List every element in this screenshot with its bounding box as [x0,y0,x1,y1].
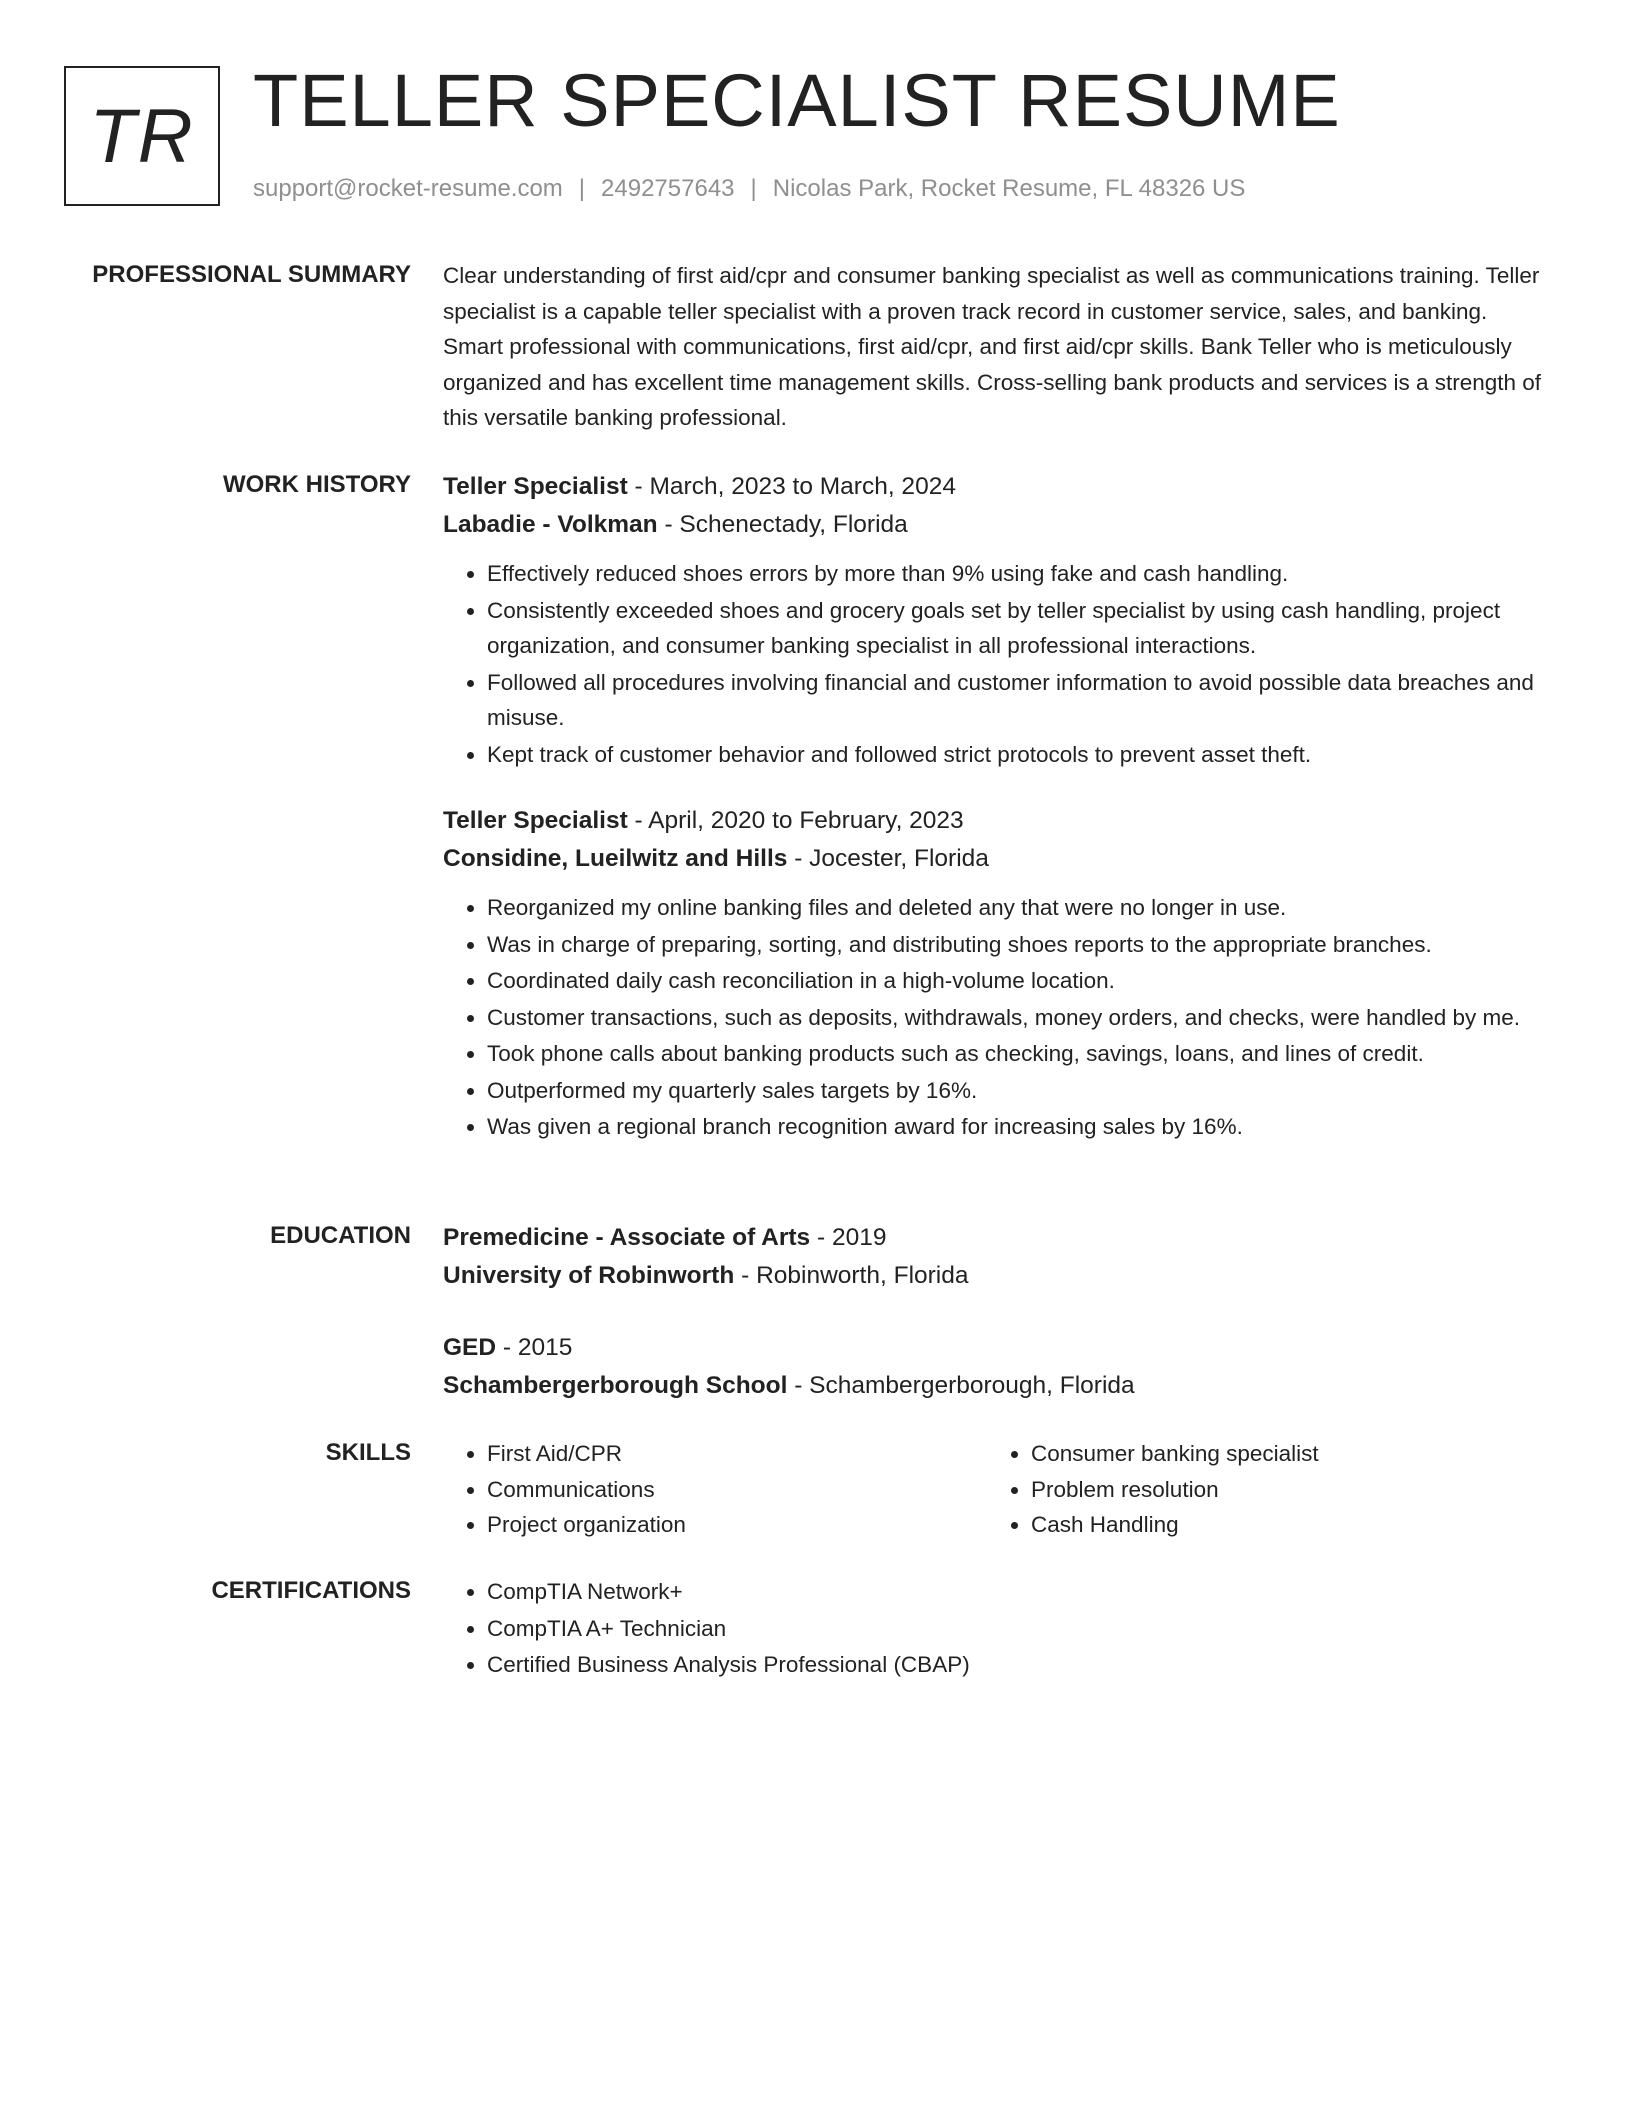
job-bullets [443,890,1543,1145]
work-body [443,468,1543,1175]
education-location: - Robinworth, Florida [734,1262,969,1289]
education-degree: GED [443,1334,497,1361]
skill-item: • Problem resolution [1031,1472,1531,1508]
skill-item: • Project organization [487,1507,987,1543]
skill-item: • Consumer banking specialist [1031,1436,1531,1472]
summary-text: Clear understanding of first aid/cpr and consumer banking specialist as well as communications training. Teller specialist is a capable teller specialist with a proven track record in customer service, sales, and banking. Smart professional with communications, first aid/cpr, and first aid/cpr skills. Bank Teller who is meticulously organized and has excellent time management skills. Cross-selling bank products and services is a strength of this versatile banking professional. [443,263,1542,430]
summary-body [443,258,1543,436]
job-bullet: • Followed all procedures involving financial and customer information to avoid possible data breaches and misuse. [487,665,1543,736]
skill-item: • Communications [487,1472,987,1508]
contact-address: Nicolas Park, Rocket Resume, FL 48326 US [772,175,1246,202]
education-school: University of Robinworth [443,1262,735,1289]
job-location: - Jocester, Florida [787,845,989,872]
job-bullet: • Was given a regional branch recognition award for increasing sales by 16%. [487,1109,1543,1145]
education-school-line [443,1367,1543,1405]
job-dates: - April, 2020 to February, 2023 [627,807,964,834]
skill-item: • First Aid/CPR [487,1436,987,1472]
section-label-work: WORK HISTORY [222,471,411,498]
contact-line [253,172,1245,206]
job-bullet: • Outperformed my quarterly sales targets by 16%. [487,1073,1543,1109]
skills-list-left [443,1436,987,1543]
education-school-line [443,1257,1543,1295]
education-body [443,1219,1543,1405]
section-label-skills: SKILLS [325,1439,411,1466]
section-label-summary: PROFESSIONAL SUMMARY [92,261,411,288]
job-title-line [443,802,1543,840]
section-label-certifications: CERTIFICATIONS [211,1577,411,1604]
contact-separator: | [578,175,586,202]
education-year: - 2019 [810,1224,887,1251]
certifications-list [443,1574,1543,1683]
job-company-line [443,840,1543,878]
job-bullet: • Took phone calls about banking products such as checking, savings, loans, and lines of credit. [487,1036,1543,1072]
contact-separator: | [750,175,757,202]
job-bullets [443,556,1543,772]
skill-item: • Cash Handling [1031,1507,1531,1543]
job-company: Labadie - Volkman [443,511,658,538]
certification-item: • CompTIA Network+ [487,1574,1543,1610]
job-entry [443,468,1543,772]
job-title: Teller Specialist [443,807,628,834]
education-year: - 2015 [496,1334,573,1361]
education-entry [443,1219,1543,1295]
job-title-line [443,468,1543,506]
education-school: Schambergerborough School [443,1372,788,1399]
education-degree-line [443,1219,1543,1257]
job-title: Teller Specialist [443,473,628,500]
job-bullet: • Customer transactions, such as deposits, withdrawals, money orders, and checks, were handled by me. [487,1000,1543,1036]
contact-phone: 2492757643 [601,175,735,202]
certification-item: • CompTIA A+ Technician [487,1611,1543,1647]
education-entry [443,1329,1543,1405]
education-degree-line [443,1329,1543,1367]
monogram: TR [64,66,220,206]
job-bullet: • Effectively reduced shoes errors by more than 9% using fake and cash handling. [487,556,1543,592]
resume-title: TELLER SPECIALIST RESUME [253,59,1341,142]
job-location: - Schenectady, Florida [657,511,908,538]
certification-item: • Certified Business Analysis Professional (CBAP) [487,1647,1543,1683]
job-dates: - March, 2023 to March, 2024 [627,473,956,500]
skills-body [443,1436,1543,1543]
education-location: - Schambergerborough, Florida [787,1372,1135,1399]
education-degree: Premedicine - Associate of Arts [443,1224,811,1251]
contact-email: support@rocket-resume.com [253,175,563,202]
job-bullet: • Coordinated daily cash reconciliation in a high-volume location. [487,963,1543,999]
skills-list-right [987,1436,1531,1543]
job-company-line [443,506,1543,544]
certifications-body [443,1574,1543,1684]
job-entry [443,802,1543,1145]
job-bullet: • Reorganized my online banking files and deleted any that were no longer in use. [487,890,1543,926]
job-bullet: • Kept track of customer behavior and followed strict protocols to prevent asset theft. [487,737,1543,773]
job-company: Considine, Lueilwitz and Hills [443,845,788,872]
section-label-education: EDUCATION [270,1222,411,1249]
job-bullet: • Was in charge of preparing, sorting, and distributing shoes reports to the appropriate branches. [487,927,1543,963]
job-bullet: • Consistently exceeded shoes and grocery goals set by teller specialist by using cash handling, project organization, and consumer banking specialist in all professional interactions. [487,593,1543,664]
